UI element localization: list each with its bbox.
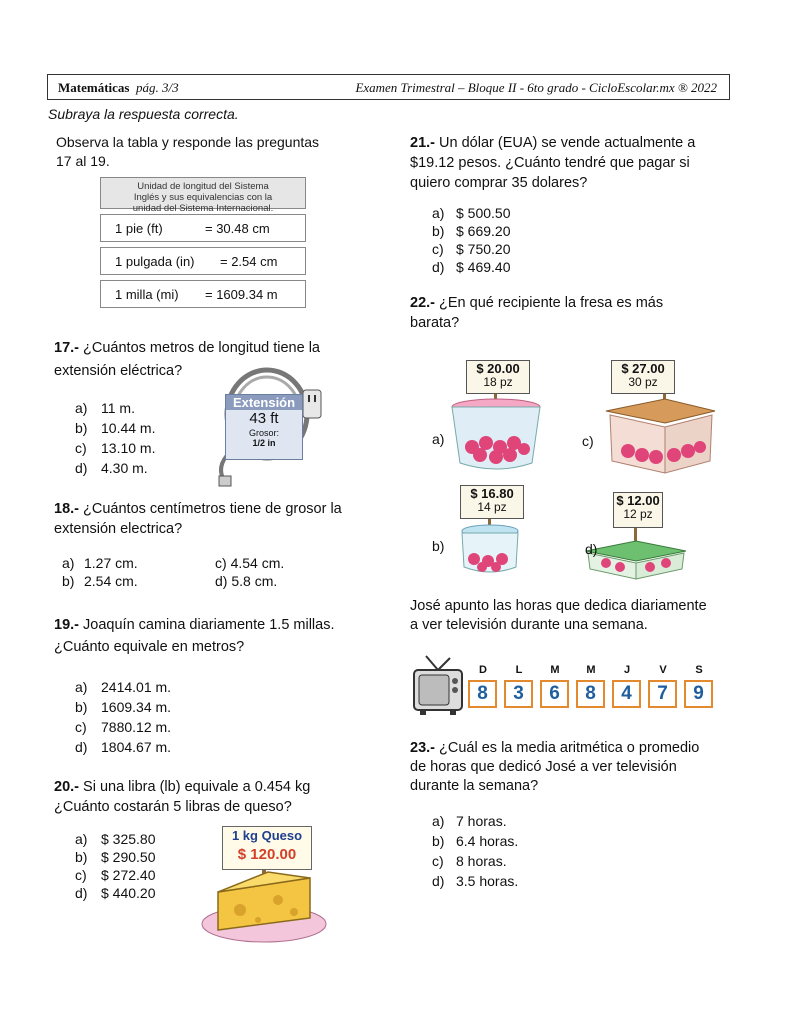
container-option-b[interactable]: b) — [432, 538, 445, 554]
day-label: S — [695, 664, 703, 676]
instruction: Subraya la respuesta correcta. — [48, 106, 239, 122]
q21-options — [432, 204, 511, 276]
q23-option-b[interactable]: b) 6.4 horas. — [432, 833, 519, 849]
hours-cell: 8 — [576, 680, 605, 708]
unit-table — [100, 177, 306, 308]
q21-option-c[interactable]: c) $ 750.20 — [432, 241, 511, 257]
q19-options — [75, 677, 171, 757]
question-22: 22.- ¿En qué recipiente la fresa es más barata? — [410, 295, 664, 331]
q23-option-c[interactable]: c) 8 horas. — [432, 853, 507, 869]
q19-option-b[interactable]: b) 1609.34 m. — [75, 699, 172, 715]
q21-option-a[interactable]: a) $ 500.50 — [432, 205, 511, 221]
q20-option-c[interactable]: c) $ 272.40 — [75, 867, 156, 883]
container-option-c[interactable]: c) — [582, 433, 594, 449]
tv-intro: José apunto las horas que dedica diariamente a ver televisión durante una semana. — [410, 598, 707, 633]
q17-option-d[interactable]: d) 4.30 m. — [75, 460, 148, 476]
intro-text: Observa la tabla y responde las preguntas 17 al 19. — [56, 134, 320, 169]
day-label: M — [586, 664, 596, 676]
q21-option-d[interactable]: d) $ 469.40 — [432, 259, 511, 275]
q20-option-b[interactable]: b) $ 290.50 — [75, 849, 156, 865]
price-tag-b: $ 16.80 14 pz — [460, 485, 524, 519]
page-header — [47, 74, 730, 100]
day-label: D — [479, 664, 487, 676]
q21-option-b[interactable]: b) $ 669.20 — [432, 223, 511, 239]
page-number: pág. 3/3 — [135, 80, 179, 95]
q20-option-d[interactable]: d) $ 440.20 — [75, 885, 156, 901]
question-20: 20.- Si una libra (lb) equivale a 0.454 kg ¿Cuánto costarán 5 libras de queso? — [54, 779, 311, 815]
q18-option-c[interactable]: c) 4.54 cm. — [215, 555, 285, 571]
unit-row-mile: 1 milla (mi) = 1609.34 m — [100, 280, 306, 308]
television-icon — [412, 654, 464, 716]
price-tag-c: $ 27.00 30 pz — [611, 360, 675, 394]
question-19: 19.- Joaquín camina diariamente 1.5 millas. ¿Cuánto equivale en metros? — [54, 617, 335, 655]
day-label: M — [550, 664, 560, 676]
subject-title: Matemáticas — [58, 80, 130, 95]
day-label: J — [623, 664, 631, 676]
q19-option-c[interactable]: c) 7880.12 m. — [75, 719, 172, 735]
hours-cell: 9 — [684, 680, 713, 708]
hours-cell: 4 — [612, 680, 641, 708]
day-label: L — [515, 664, 523, 676]
hours-cell: 8 — [468, 680, 497, 708]
q20-option-a[interactable]: a) $ 325.80 — [75, 831, 156, 847]
price-tag-a: $ 20.00 18 pz — [466, 360, 530, 394]
extension-label: Extensión 43 ft Grosor: 1/2 in — [225, 394, 303, 460]
cheese-price-sign: 1 kg Queso $ 120.00 — [222, 826, 312, 870]
tv-image — [412, 654, 464, 721]
unit-table-header: Unidad de longitud del Sistema Inglés y sus equivalencias con la unidad del Sistema Internacional. — [100, 177, 306, 209]
hours-cell: 7 — [648, 680, 677, 708]
q18-option-a[interactable]: a) 1.27 cm. — [62, 555, 138, 571]
q23-option-d[interactable]: d) 3.5 horas. — [432, 873, 519, 889]
q17-option-a[interactable]: a) 11 m. — [75, 400, 135, 416]
q23-options — [432, 811, 518, 891]
strawberry-containers-icon — [410, 355, 730, 585]
container-option-d[interactable]: d) — [585, 541, 598, 557]
question-21: 21.- Un dólar (EUA) se vende actualmente a $19.12 pesos. ¿Cuánto tendré que pagar si quiero comprar 35 dolares? — [410, 135, 696, 191]
q17-option-c[interactable]: c) 13.10 m. — [75, 440, 156, 456]
q17-option-b[interactable]: b) 10.44 m. — [75, 420, 156, 436]
cheese-image — [198, 826, 330, 946]
q19-option-d[interactable]: d) 1804.67 m. — [75, 739, 172, 755]
q19-option-a[interactable]: a) 2414.01 m. — [75, 679, 172, 695]
unit-row-foot: 1 pie (ft) = 30.48 cm — [100, 214, 306, 242]
q17-options — [75, 398, 155, 478]
price-tag-d: $ 12.00 12 pz — [613, 492, 663, 528]
q23-option-a[interactable]: a) 7 horas. — [432, 813, 507, 829]
hours-cell: 3 — [504, 680, 533, 708]
q20-options — [75, 830, 156, 902]
question-23: 23.- ¿Cuál es la media aritmética o promedio de horas que dedicó José a ver televisión durante la semana? — [410, 740, 700, 794]
container-option-a[interactable]: a) — [432, 431, 445, 447]
extension-cord-image — [205, 362, 337, 492]
unit-row-inch: 1 pulgada (in) = 2.54 cm — [100, 247, 306, 275]
exam-title: Examen Trimestral – Bloque II - 6to grado - CicloEscolar.mx ® 2022 — [355, 80, 717, 95]
question-17: 17.- ¿Cuántos metros de longitud tiene la extensión eléctrica? — [54, 340, 321, 379]
q18-option-d[interactable]: d) 5.8 cm. — [215, 573, 278, 589]
q18-option-b[interactable]: b) 2.54 cm. — [62, 573, 138, 589]
day-label: V — [659, 664, 667, 676]
strawberry-containers — [410, 355, 730, 585]
hours-cell: 6 — [540, 680, 569, 708]
question-18: 18.- ¿Cuántos centímetros tiene de grosor la extensión electrica? — [54, 501, 342, 537]
